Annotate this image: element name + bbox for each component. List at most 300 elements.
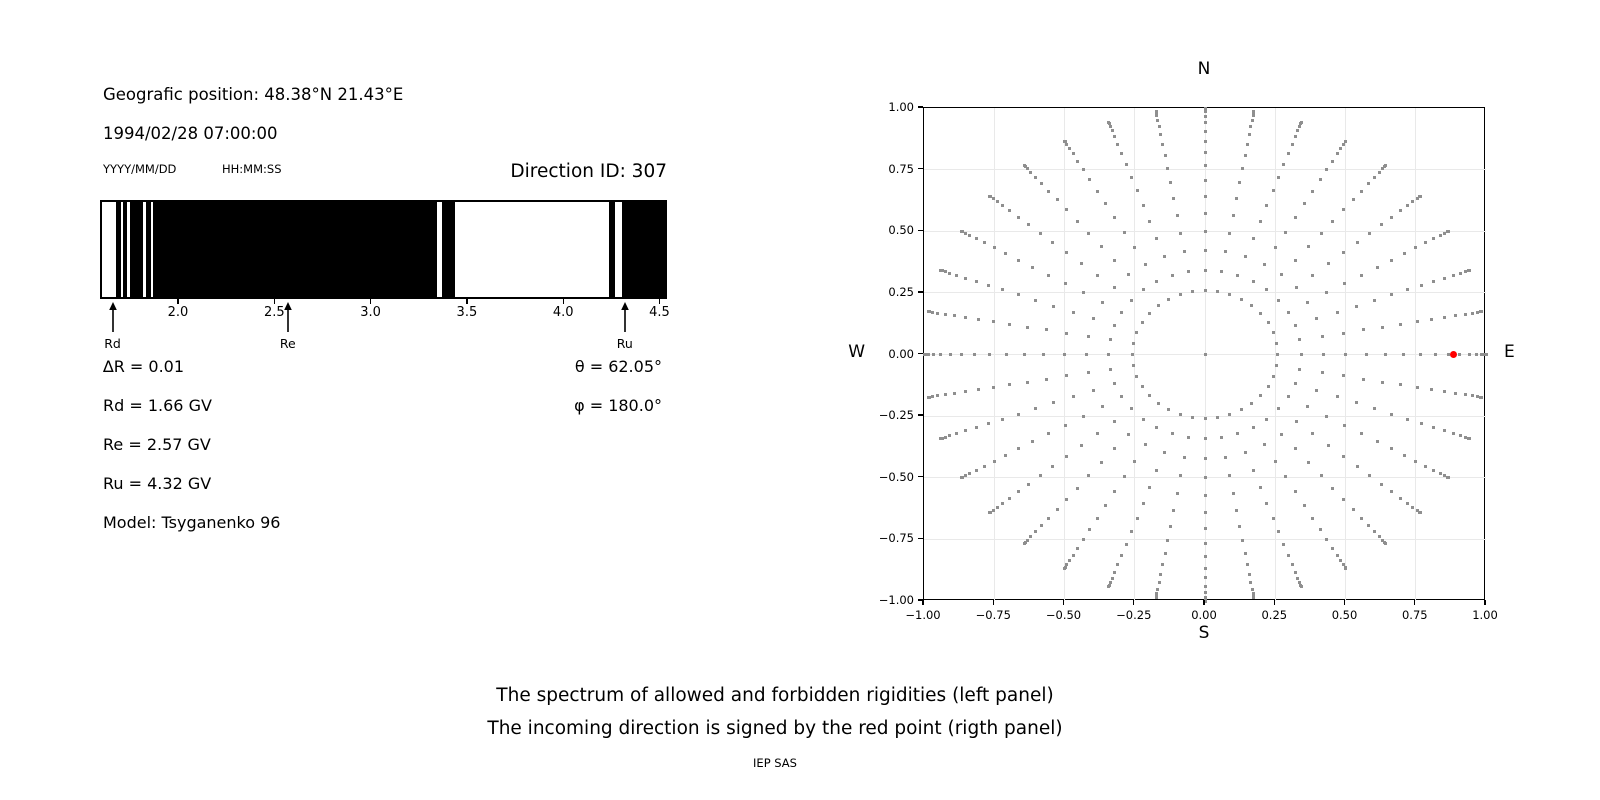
direction-grid-dot — [1216, 290, 1219, 293]
direction-grid-dot — [1259, 486, 1262, 489]
direction-grid-dot — [1204, 249, 1207, 252]
direction-y-tick-label: 0.75 — [888, 161, 914, 176]
direction-grid-dot — [1355, 305, 1358, 308]
direction-y-tick-label: −1.00 — [878, 593, 914, 607]
direction-grid-dot — [1204, 494, 1207, 497]
direction-x-tick — [1274, 600, 1275, 605]
direction-grid-dot — [1381, 326, 1384, 329]
direction-grid-dot — [1403, 252, 1406, 255]
direction-grid-dot — [1339, 147, 1342, 150]
direction-grid-dot — [1241, 167, 1244, 170]
direction-grid-dot — [1027, 223, 1030, 226]
direction-grid-dot — [1023, 542, 1026, 545]
direction-grid-dot — [1163, 451, 1166, 454]
direction-grid-dot — [1300, 353, 1303, 356]
direction-grid-dot — [993, 460, 996, 463]
spectrum-x-tick-label: 3.0 — [360, 305, 381, 320]
direction-grid-dot — [1343, 424, 1346, 427]
direction-grid-dot — [1480, 310, 1483, 313]
direction-grid-dot — [1367, 182, 1370, 185]
gridline-horizontal — [924, 169, 1486, 170]
direction-grid-dot — [1331, 487, 1334, 490]
direction-grid-dot — [1026, 326, 1029, 329]
direction-grid-dot — [1443, 316, 1446, 319]
direction-x-tick — [1484, 600, 1485, 605]
direction-grid-dot — [1240, 298, 1243, 301]
direction-grid-dot — [1005, 353, 1008, 356]
direction-grid-dot — [1187, 270, 1190, 273]
direction-grid-dot — [1023, 353, 1026, 356]
direction-grid-dot — [1004, 454, 1007, 457]
direction-grid-dot — [1109, 338, 1112, 341]
direction-grid-dot — [1406, 204, 1409, 207]
time-format-label: HH:MM:SS — [222, 162, 282, 176]
direction-grid-dot — [1029, 535, 1032, 538]
direction-grid-dot — [1267, 321, 1270, 324]
direction-grid-dot — [1008, 497, 1011, 500]
direction-grid-dot — [1001, 418, 1004, 421]
direction-grid-dot — [1244, 255, 1247, 258]
direction-grid-dot — [1252, 114, 1255, 117]
direction-grid-dot — [1179, 474, 1182, 477]
direction-grid-dot — [1321, 335, 1324, 338]
rd-arrow-icon — [104, 302, 122, 334]
direction-plot-area — [923, 107, 1485, 600]
direction-grid-dot — [1311, 274, 1314, 277]
direction-grid-dot — [1402, 353, 1405, 356]
direction-grid-dot — [1232, 492, 1235, 495]
direction-grid-dot — [1161, 563, 1164, 566]
direction-grid-dot — [1287, 395, 1290, 398]
direction-grid-dot — [1076, 547, 1079, 550]
direction-grid-dot — [1109, 368, 1112, 371]
direction-grid-dot — [1204, 195, 1207, 198]
direction-grid-dot — [1275, 342, 1278, 345]
direction-grid-dot — [1259, 312, 1262, 315]
direction-grid-dot — [1339, 559, 1342, 562]
direction-grid-dot — [1419, 195, 1422, 198]
direction-grid-dot — [1120, 395, 1123, 398]
direction-grid-dot — [1235, 509, 1238, 512]
direction-x-tick — [922, 600, 923, 605]
direction-grid-dot — [1390, 447, 1393, 450]
gridline-horizontal — [924, 292, 1486, 293]
direction-grid-dot — [1204, 542, 1207, 545]
direction-grid-dot — [1156, 588, 1159, 591]
direction-grid-dot — [987, 284, 990, 287]
direction-grid-dot — [1321, 371, 1324, 374]
direction-grid-dot — [1378, 535, 1381, 538]
direction-grid-dot — [1155, 280, 1158, 283]
forbidden-band — [609, 202, 616, 297]
direction-x-tick — [1414, 600, 1415, 605]
geographic-position-label: Geografic position: 48.38°N 21.43°E — [103, 85, 404, 104]
direction-grid-dot — [1017, 413, 1020, 416]
direction-grid-dot — [1204, 179, 1207, 182]
direction-grid-dot — [1373, 530, 1376, 533]
direction-y-tick — [918, 353, 923, 354]
direction-grid-dot — [1250, 402, 1253, 405]
direction-grid-dot — [1204, 576, 1207, 579]
direction-grid-dot — [1300, 585, 1303, 588]
direction-y-tick — [918, 538, 923, 539]
direction-grid-dot — [1096, 432, 1099, 435]
direction-grid-dot — [948, 272, 951, 275]
direction-grid-dot — [1167, 408, 1170, 411]
direction-grid-dot — [1265, 288, 1268, 291]
direction-grid-dot — [1183, 250, 1186, 253]
direction-grid-dot — [1109, 125, 1112, 128]
direction-grid-dot — [1384, 353, 1387, 356]
direction-grid-dot — [1179, 413, 1182, 416]
direction-grid-dot — [932, 353, 935, 356]
direction-grid-dot — [1204, 527, 1207, 530]
label-east: E — [1504, 342, 1515, 362]
direction-grid-dot — [1017, 490, 1020, 493]
direction-grid-dot — [1040, 182, 1043, 185]
direction-grid-dot — [927, 396, 930, 399]
direction-y-tick — [918, 230, 923, 231]
direction-grid-dot — [1343, 282, 1346, 285]
direction-grid-dot — [1414, 246, 1417, 249]
direction-grid-dot — [1471, 312, 1474, 315]
direction-grid-dot — [1362, 328, 1365, 331]
direction-grid-dot — [1204, 164, 1207, 167]
direction-grid-dot — [983, 241, 986, 244]
direction-grid-dot — [1159, 573, 1162, 576]
direction-grid-dot — [1336, 395, 1339, 398]
direction-grid-dot — [955, 432, 958, 435]
direction-grid-dot — [1434, 353, 1437, 356]
direction-grid-dot — [1158, 125, 1161, 128]
direction-grid-dot — [1101, 405, 1104, 408]
direction-grid-dot — [1017, 293, 1020, 296]
direction-grid-dot — [1116, 143, 1119, 146]
direction-grid-dot — [1265, 204, 1268, 207]
ru-value: Ru = 4.32 GV — [103, 474, 212, 493]
direction-grid-dot — [1399, 323, 1402, 326]
direction-grid-dot — [1204, 591, 1207, 594]
direction-grid-dot — [1047, 190, 1050, 193]
incoming-direction-red-point — [1450, 351, 1457, 358]
direction-grid-dot — [1277, 176, 1280, 179]
direction-grid-dot — [939, 437, 942, 440]
direction-grid-dot — [1107, 585, 1110, 588]
direction-grid-dot — [992, 320, 995, 323]
direction-grid-dot — [1204, 151, 1207, 154]
direction-grid-dot — [1344, 567, 1347, 570]
direction-grid-dot — [1228, 232, 1231, 235]
direction-grid-dot — [1092, 389, 1095, 392]
date-format-label: YYYY/MM/DD — [103, 162, 177, 176]
spectrum-x-tick — [177, 299, 178, 304]
direction-grid-dot — [1291, 143, 1294, 146]
direction-grid-dot — [968, 472, 971, 475]
direction-id-label: Direction ID: 307 — [510, 161, 667, 182]
direction-grid-dot — [1452, 432, 1455, 435]
direction-grid-dot — [1263, 263, 1266, 266]
direction-grid-dot — [1039, 232, 1042, 235]
direction-grid-dot — [1159, 133, 1162, 136]
direction-grid-dot — [1295, 286, 1298, 289]
direction-grid-dot — [1125, 543, 1128, 546]
direction-grid-dot — [1300, 121, 1303, 124]
direction-grid-dot — [1204, 585, 1207, 588]
spectrum-x-tick-label: 2.5 — [263, 305, 285, 320]
direction-grid-dot — [1432, 469, 1435, 472]
direction-grid-dot — [1384, 164, 1387, 167]
direction-grid-dot — [1142, 502, 1145, 505]
direction-grid-dot — [1204, 230, 1207, 233]
direction-grid-dot — [1325, 168, 1328, 171]
rigidity-spectrum-plot — [100, 200, 667, 299]
direction-grid-dot — [1342, 455, 1345, 458]
direction-grid-dot — [1311, 190, 1314, 193]
direction-grid-dot — [1342, 498, 1345, 501]
direction-grid-dot — [1063, 140, 1066, 143]
direction-grid-dot — [1088, 528, 1091, 531]
direction-y-tick-label: −0.75 — [878, 531, 914, 546]
direction-grid-dot — [1100, 461, 1103, 464]
direction-grid-dot — [1331, 220, 1334, 223]
direction-grid-dot — [1282, 163, 1285, 166]
direction-grid-dot — [1235, 197, 1238, 200]
direction-grid-dot — [944, 270, 947, 273]
direction-grid-dot — [1294, 447, 1297, 450]
direction-grid-dot — [1065, 251, 1068, 254]
direction-grid-dot — [1155, 110, 1158, 113]
direction-grid-dot — [1468, 269, 1471, 272]
direction-grid-dot — [1248, 573, 1251, 576]
direction-grid-dot — [1133, 246, 1136, 249]
direction-grid-dot — [1475, 353, 1478, 356]
direction-grid-dot — [1157, 402, 1160, 405]
direction-grid-dot — [1443, 277, 1446, 280]
direction-grid-dot — [996, 200, 999, 203]
direction-grid-dot — [1127, 273, 1130, 276]
direction-grid-dot — [1287, 554, 1290, 557]
direction-grid-dot — [1176, 214, 1179, 217]
direction-grid-dot — [1367, 524, 1370, 527]
direction-grid-dot — [1072, 395, 1075, 398]
direction-grid-dot — [1411, 506, 1414, 509]
direction-grid-dot — [1298, 368, 1301, 371]
direction-grid-dot — [1171, 432, 1174, 435]
direction-grid-dot — [1320, 232, 1323, 235]
direction-grid-dot — [1251, 588, 1254, 591]
direction-y-tick — [918, 414, 923, 415]
direction-grid-dot — [1275, 364, 1278, 367]
direction-grid-dot — [1311, 432, 1314, 435]
direction-grid-dot — [1420, 422, 1423, 425]
direction-grid-dot — [1087, 232, 1090, 235]
direction-grid-dot — [1424, 241, 1427, 244]
direction-grid-dot — [1096, 190, 1099, 193]
direction-grid-dot — [1228, 474, 1231, 477]
direction-grid-dot — [1303, 202, 1306, 205]
direction-grid-dot — [1384, 542, 1387, 545]
direction-grid-dot — [1065, 208, 1068, 211]
direction-grid-dot — [964, 429, 967, 432]
direction-grid-dot — [1072, 554, 1075, 557]
direction-y-tick — [918, 291, 923, 292]
direction-grid-dot — [1259, 220, 1262, 223]
direction-grid-dot — [1155, 426, 1158, 429]
direction-grid-dot — [1251, 119, 1254, 122]
direction-grid-dot — [1167, 298, 1170, 301]
forbidden-band — [146, 202, 151, 297]
direction-grid-dot — [964, 232, 967, 235]
direction-grid-dot — [1187, 436, 1190, 439]
direction-grid-dot — [1172, 509, 1175, 512]
direction-grid-dot — [1008, 323, 1011, 326]
direction-grid-dot — [1319, 528, 1322, 531]
direction-grid-dot — [1034, 530, 1037, 533]
direction-grid-dot — [1306, 405, 1309, 408]
direction-grid-dot — [1325, 538, 1328, 541]
direction-grid-dot — [1056, 508, 1059, 511]
direction-grid-dot — [1204, 353, 1207, 356]
direction-grid-dot — [1085, 353, 1088, 356]
direction-grid-dot — [1113, 571, 1116, 574]
direction-grid-dot — [1298, 338, 1301, 341]
direction-grid-dot — [1342, 332, 1345, 335]
direction-grid-dot — [1045, 328, 1048, 331]
direction-y-tick — [918, 106, 923, 107]
spectrum-x-tick — [466, 299, 467, 304]
direction-grid-dot — [1001, 502, 1004, 505]
direction-grid-dot — [1008, 209, 1011, 212]
direction-grid-dot — [996, 506, 999, 509]
forbidden-band — [442, 202, 456, 297]
direction-grid-dot — [1204, 115, 1207, 118]
direction-grid-dot — [1087, 371, 1090, 374]
label-south: S — [1198, 623, 1210, 643]
direction-grid-dot — [1096, 274, 1099, 277]
direction-grid-dot — [944, 393, 947, 396]
direction-grid-dot — [1294, 382, 1297, 385]
direction-grid-dot — [1390, 490, 1393, 493]
direction-grid-dot — [1284, 231, 1287, 234]
direction-grid-dot — [975, 237, 978, 240]
direction-grid-dot — [1265, 502, 1268, 505]
direction-grid-dot — [1204, 476, 1207, 479]
direction-grid-dot — [1424, 465, 1427, 468]
direction-grid-dot — [1104, 202, 1107, 205]
direction-grid-dot — [1468, 437, 1471, 440]
direction-y-tick-label: 0.25 — [888, 284, 914, 299]
direction-y-tick-label: 1.00 — [888, 100, 914, 114]
direction-grid-dot — [1133, 460, 1136, 463]
direction-grid-dot — [1360, 274, 1363, 277]
direction-grid-dot — [1204, 511, 1207, 514]
direction-grid-dot — [1439, 234, 1442, 237]
direction-grid-dot — [1107, 353, 1110, 356]
caption-line-1: The spectrum of allowed and forbidden rigidities (left panel) — [496, 685, 1054, 706]
direction-grid-dot — [1113, 286, 1116, 289]
direction-grid-dot — [1280, 273, 1283, 276]
direction-grid-dot — [1368, 474, 1371, 477]
direction-grid-dot — [1220, 270, 1223, 273]
direction-grid-dot — [1144, 263, 1147, 266]
direction-grid-dot — [1373, 299, 1376, 302]
direction-grid-dot — [1123, 475, 1126, 478]
direction-grid-dot — [1430, 318, 1433, 321]
direction-grid-dot — [1191, 290, 1194, 293]
direction-grid-dot — [1327, 444, 1330, 447]
direction-grid-dot — [975, 280, 978, 283]
direction-grid-dot — [1156, 119, 1159, 122]
direction-grid-dot — [964, 474, 967, 477]
direction-grid-dot — [1068, 559, 1071, 562]
direction-grid-dot — [927, 310, 930, 313]
direction-grid-dot — [1034, 176, 1037, 179]
direction-grid-dot — [955, 274, 958, 277]
direction-grid-dot — [1123, 231, 1126, 234]
direction-grid-dot — [1052, 305, 1055, 308]
direction-grid-dot — [1141, 385, 1144, 388]
forbidden-band — [153, 202, 437, 297]
spectrum-x-tick — [659, 299, 660, 304]
direction-grid-dot — [1344, 140, 1347, 143]
rd-marker-label: Rd — [104, 336, 121, 351]
direction-grid-dot — [1246, 563, 1249, 566]
direction-grid-dot — [1265, 418, 1268, 421]
direction-grid-dot — [1087, 474, 1090, 477]
direction-grid-dot — [1204, 110, 1207, 113]
direction-grid-dot — [936, 312, 939, 315]
direction-grid-dot — [1001, 204, 1004, 207]
ru-arrow-icon — [616, 302, 634, 334]
direction-grid-dot — [977, 318, 980, 321]
direction-grid-dot — [1267, 385, 1270, 388]
direction-grid-dot — [1298, 125, 1301, 128]
direction-grid-dot — [1272, 375, 1275, 378]
direction-grid-dot — [1277, 407, 1280, 410]
direction-grid-dot — [1287, 152, 1290, 155]
datetime-label: 1994/02/28 07:00:00 — [103, 124, 278, 143]
direction-grid-dot — [1017, 216, 1020, 219]
direction-grid-dot — [1272, 517, 1275, 520]
direction-grid-dot — [1082, 415, 1085, 418]
direction-grid-dot — [1008, 383, 1011, 386]
direction-grid-dot — [1076, 487, 1079, 490]
direction-grid-dot — [1419, 511, 1422, 514]
direction-grid-dot — [1068, 147, 1071, 150]
direction-grid-dot — [1096, 517, 1099, 520]
direction-grid-dot — [1228, 413, 1231, 416]
direction-grid-dot — [1113, 447, 1116, 450]
direction-grid-dot — [1325, 291, 1328, 294]
direction-grid-dot — [1113, 135, 1116, 138]
direction-x-tick-label: −0.25 — [1116, 608, 1152, 622]
direction-grid-dot — [983, 465, 986, 468]
direction-grid-dot — [1130, 407, 1133, 410]
direction-grid-dot — [931, 395, 934, 398]
direction-grid-dot — [1280, 433, 1283, 436]
direction-grid-dot — [1107, 121, 1110, 124]
direction-grid-dot — [1252, 237, 1255, 240]
direction-grid-dot — [1432, 426, 1435, 429]
direction-grid-dot — [1155, 469, 1158, 472]
forbidden-band — [123, 202, 127, 297]
direction-grid-dot — [1406, 288, 1409, 291]
direction-grid-dot — [1274, 246, 1277, 249]
delta-r-value: ∆R = 0.01 — [103, 357, 185, 376]
direction-grid-dot — [1163, 255, 1166, 258]
direction-grid-dot — [948, 434, 951, 437]
caption-line-2: The incoming direction is signed by the red point (rigth panel) — [487, 718, 1063, 739]
